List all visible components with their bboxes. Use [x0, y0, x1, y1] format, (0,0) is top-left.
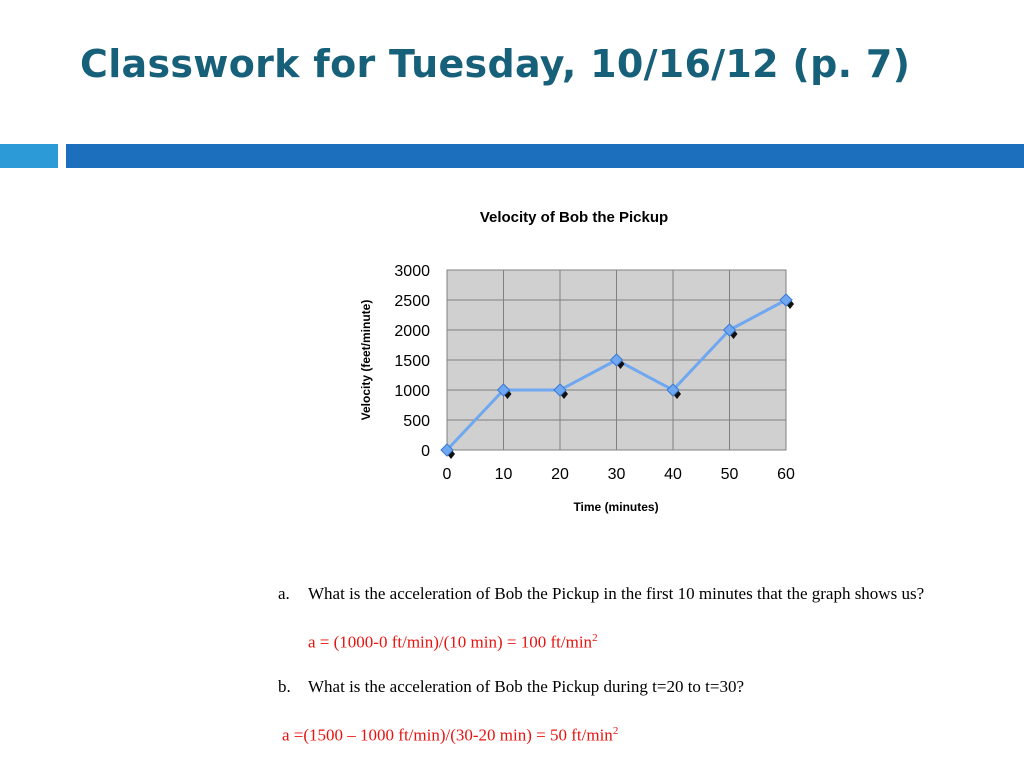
chart-title: Velocity of Bob the Pickup — [479, 209, 669, 226]
question-b-letter: b. — [278, 676, 291, 696]
x-tick-labels — [443, 466, 795, 483]
x-tick-label-30: 30 — [607, 466, 626, 483]
answer-a — [308, 627, 968, 654]
y-tick-label-3000: 3000 — [394, 263, 430, 280]
x-tick-label-50: 50 — [720, 466, 739, 483]
answer-b-exponent: 2 — [612, 724, 619, 737]
question-a — [278, 583, 968, 605]
x-tick-label-40: 40 — [664, 466, 682, 483]
header-accent-bar-left — [0, 144, 58, 168]
y-tick-label-1000: 1000 — [394, 383, 430, 400]
header-accent-bar-right — [66, 144, 1024, 168]
question-a-text: What is the acceleration of Bob the Pickup in the first 10 minutes that the graph shows us? — [308, 584, 925, 603]
x-tick-label-20: 20 — [551, 466, 569, 483]
answer-b — [282, 720, 968, 747]
question-b-text: What is the acceleration of Bob the Pickup during t=20 to t=30? — [308, 676, 745, 696]
x-tick-label-0: 0 — [442, 466, 452, 483]
answer-a-text: a = (1000-0 ft/min)/(10 min) = 100 ft/min — [308, 632, 593, 652]
y-tick-label-2000: 2000 — [394, 323, 430, 340]
x-tick-label-60: 60 — [777, 466, 795, 483]
x-tick-label-10: 10 — [494, 466, 513, 483]
questions-section — [278, 583, 968, 746]
y-tick-label-1500: 1500 — [394, 353, 430, 370]
y-tick-label-0: 0 — [421, 443, 430, 460]
y-tick-label-2500: 2500 — [394, 293, 430, 310]
answer-b-text: a =(1500 – 1000 ft/min)/(30-20 min) = 50 ft/min — [282, 725, 613, 745]
y-tick-label-500: 500 — [403, 413, 430, 430]
slide-title: Classwork for Tuesday, 10/16/12 (p. 7) — [80, 42, 911, 86]
question-a-letter: a. — [278, 584, 290, 603]
y-axis-label: Velocity (feet/minute) — [359, 299, 373, 421]
velocity-chart — [340, 195, 820, 535]
y-tick-labels — [394, 263, 430, 460]
x-axis-label: Time (minutes) — [573, 500, 659, 514]
answer-a-exponent: 2 — [592, 632, 598, 644]
question-b — [278, 676, 968, 698]
